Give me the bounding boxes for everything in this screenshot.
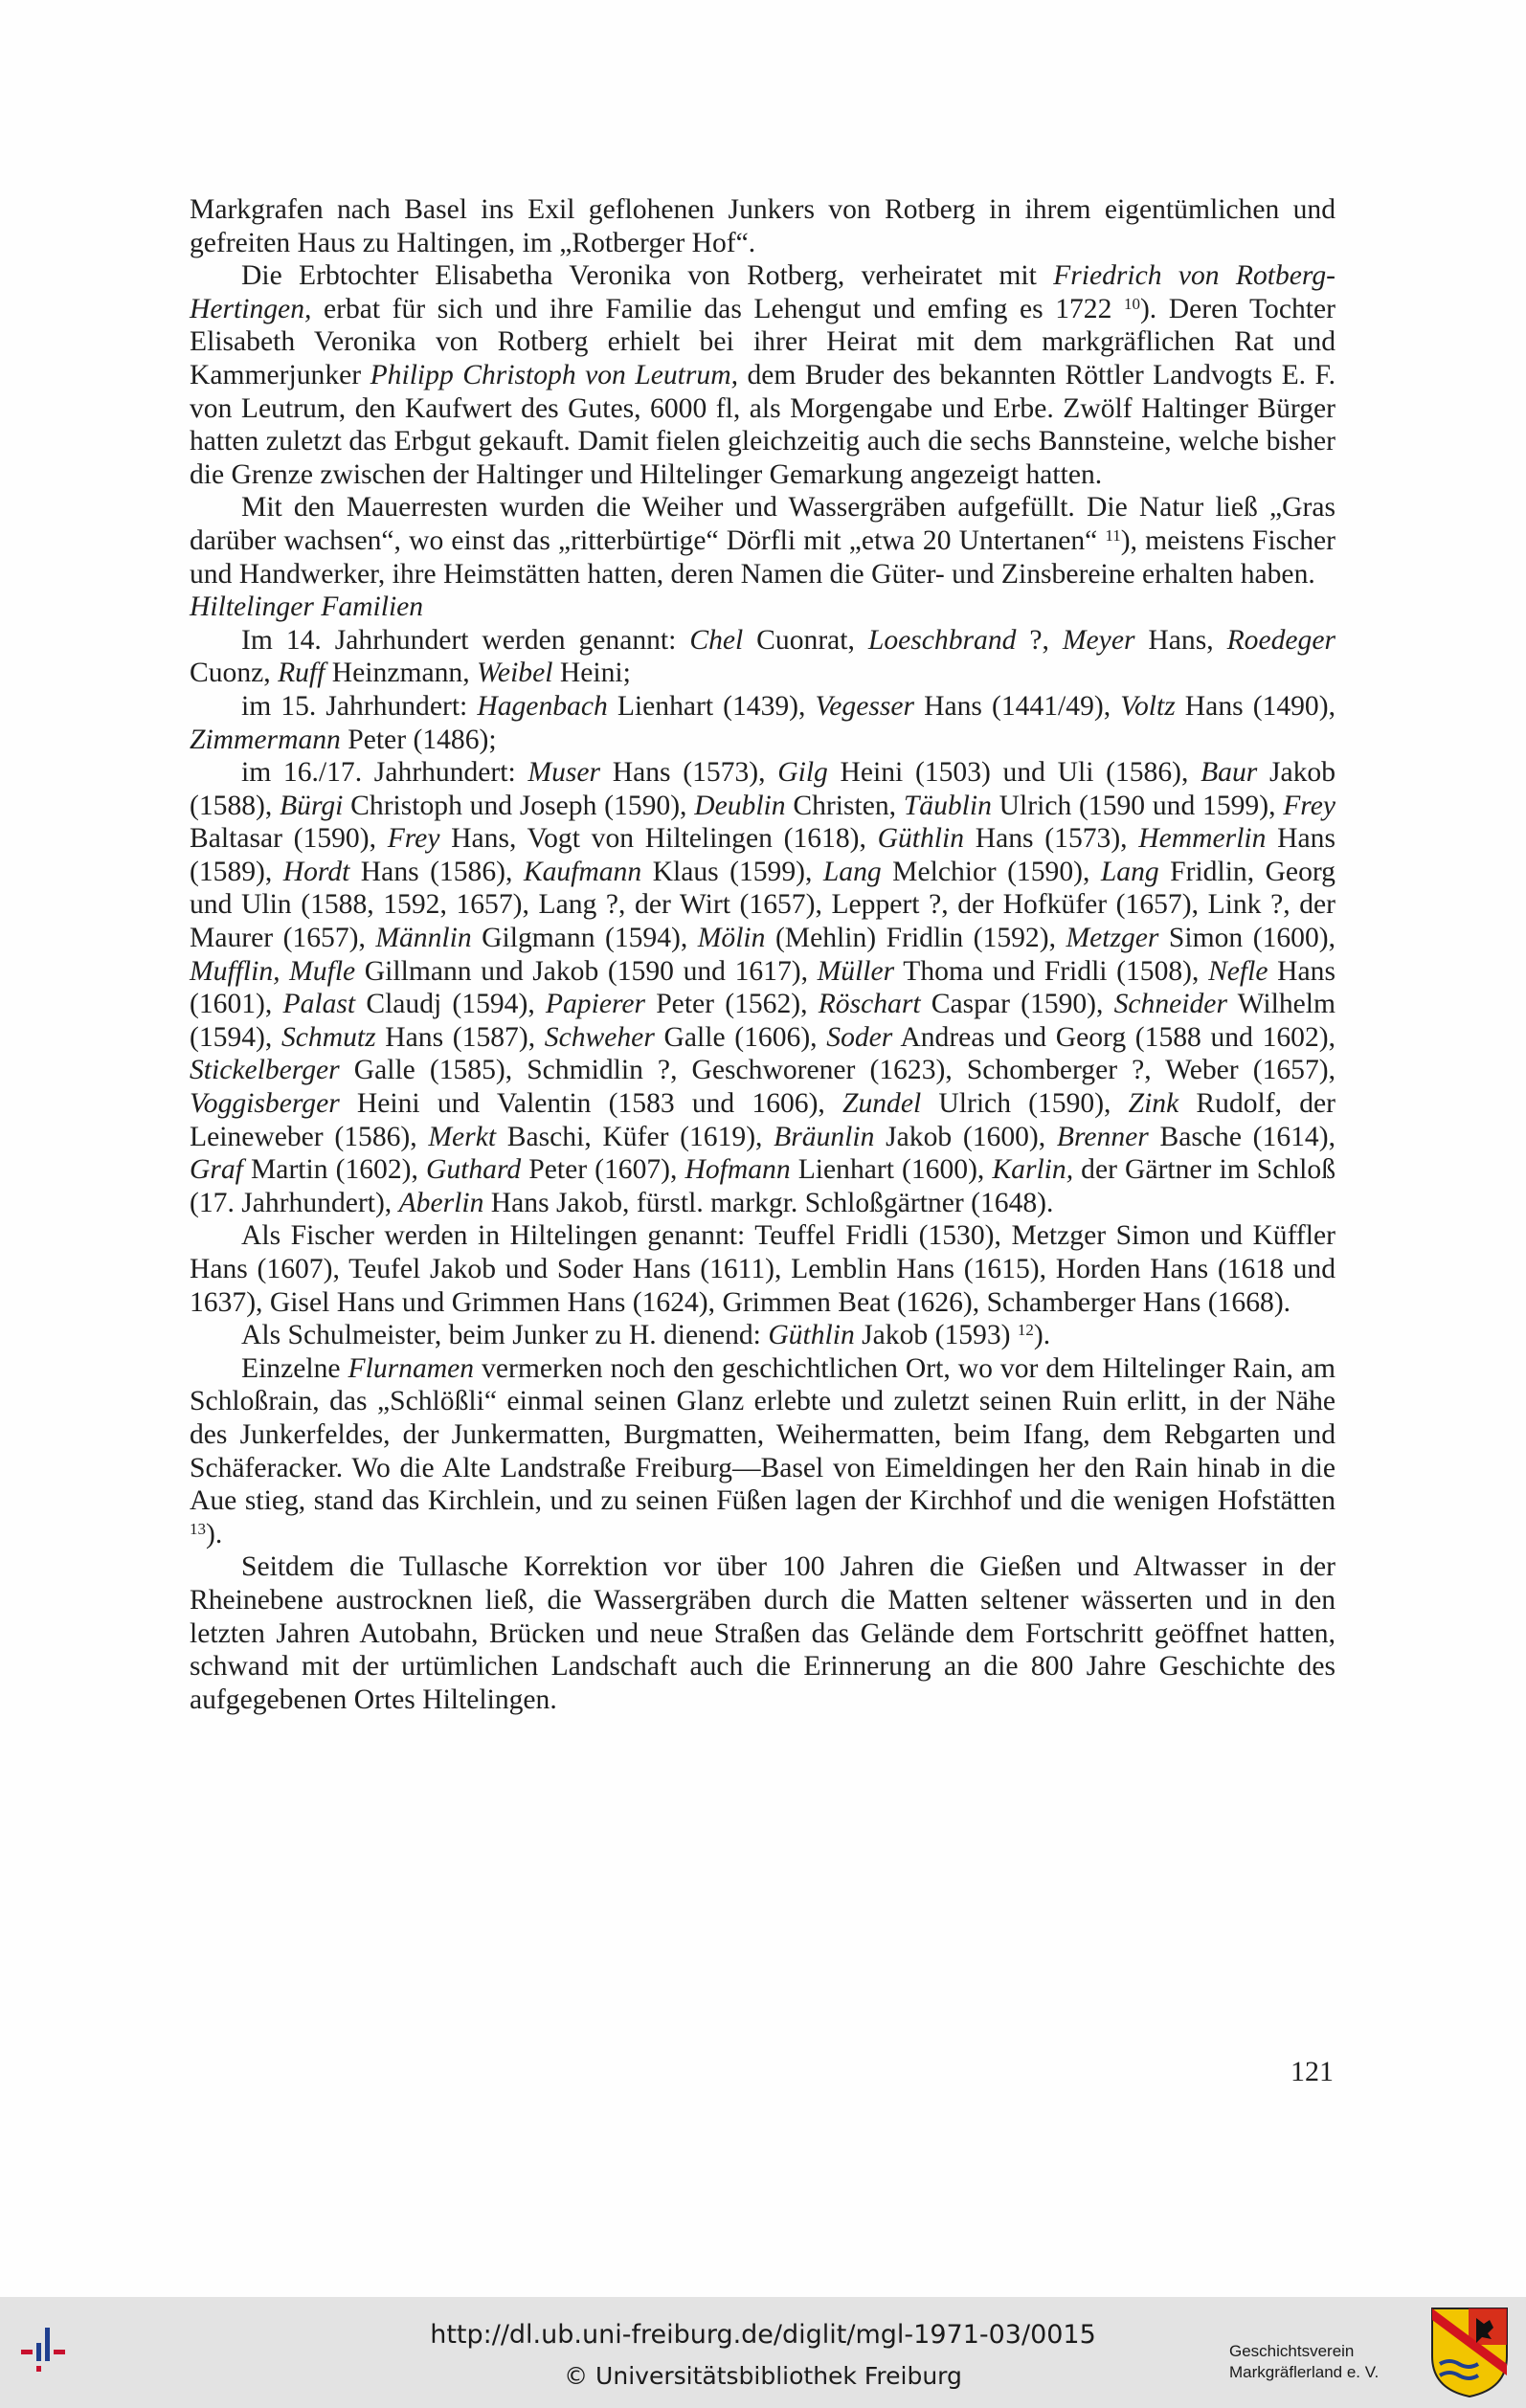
paragraph: Einzelne Flurnamen vermerken noch den geschichtlichen Ort, wo vor dem Hiltelinger Rain, am Schloßrain, das „Schlößli“ einmal seinen Glanz erlebte und zuletzt seinen Ruin erlitt, in der Nähe des Junkerfeldes, der Junkermatten, Burgmatten, Weihermatten, beim Ifang, dem Rebgarten und Schäferacker. Wo die Alte Landstraße Freiburg—Basel von Eimeldingen her den Rain hinab in die Aue stieg, stand das Kirchlein, und zu seinen Füßen lagen der Kirchhof und die wenigen Hofstätten $^{13}$). — [190, 1352, 1335, 1550]
coat-of-arms-icon[interactable] — [1430, 2307, 1509, 2398]
footnote-ref[interactable]: 12 — [1017, 1321, 1034, 1340]
footer-bar — [0, 2297, 1526, 2408]
body-text — [190, 193, 1335, 1716]
paragraph: Markgrafen nach Basel ins Exil geflohenen Junkers von Rotberg in ihrem eigentümlichen und gefreiten Haus zu Haltingen, im „Rotberger Hof“. — [190, 194, 1335, 258]
page-number: 121 — [1290, 2056, 1334, 2087]
section-heading: Hiltelinger Familien — [190, 591, 424, 623]
footnote-ref[interactable]: 10 — [1123, 294, 1140, 313]
copyright-notice: © Universitätsbibliothek Freiburg — [564, 2362, 962, 2390]
paragraph: Als Fischer werden in Hiltelingen genannt: Teuffel Fridli (1530), Metzger Simon und Küffler Hans (1607), Teufel Jakob und Soder Hans (1611), Lemblin Hans (1615), Horden Hans (1618 und 1637), Gisel Hans und Grimmen Hans (1624), Grimmen Beat (1626), Schamberger Hans (1668). — [190, 1220, 1335, 1318]
paragraph: Mit den Mauerresten wurden die Weiher und Wassergräben aufgefüllt. Die Natur ließ „Gras darüber wachsen“, wo einst das „ritterbürtige“ Dörfli mit „etwa 20 Untertanen“ $^{11}$), meistens Fischer und Handwerker, ihre Heimstätten hatten, deren Namen die Güter- und Zinsbereine erhalten haben. — [190, 492, 1335, 590]
society-name: Geschichtsverein Markgräflerland e. V. — [1229, 2342, 1380, 2381]
paragraph: Seitdem die Tullasche Korrektion vor über 100 Jahren die Gießen und Altwasser in der Rheinebene austrocknen ließ, die Wassergräben durch die Matten seltener wässerten und in den letzten Jahren Autobahn, Brücken und neue Straßen das Gelände dem Fortschritt geöffnet hatten, schwand mit der urtümlichen Landschaft auch die Erinnerung an die 800 Jahre Geschichte des aufgegebenen Ortes Hiltelingen. — [190, 1551, 1335, 1715]
paragraph: Im 14. Jahrhundert werden genannt: Chel Cuonrat, Loeschbrand ?, Meyer Hans, Roedeger Cuonz, Ruff Heinzmann, Weibel Heini; — [190, 624, 1335, 689]
paragraph: Die Erbtochter Elisabetha Veronika von Rotberg, verheiratet mit Friedrich von Rotberg-Hertingen, erbat für sich und ihre Familie das Lehengut und emfing es 1722 $^{10}$). Deren Tochter Elisabeth Veronika von Rotberg erhielt bei ihrer Heirat mit dem markgräflichen Rat und Kammerjunker Philipp Christoph von Leutrum, dem Bruder des bekannten Röttler Landvogts E. F. von Leutrum, den Kaufwert des Gutes, 6000 fl, als Morgengabe und Erbe. Zwölf Haltinger Bürger hatten zuletzt das Erbgut gekauft. Damit fielen gleichzeitig auch die sechs Bannsteine, welche bisher die Grenze zwischen der Haltinger und Hiltelinger Gemarkung angezeigt hatten. — [190, 260, 1336, 490]
paragraph: im 16./17. Jahrhundert: Muser Hans (1573), Gilg Heini (1503) und Uli (1586), Baur Jakob (1588), Bürgi Christoph und Joseph (1590), Deublin Christen, Täublin Ulrich (1590 und 1599), Frey Baltasar (1590), Frey Hans, Vogt von Hiltelingen (1618), Güthlin Hans (1573), Hemmerlin Hans (1589), Hordt Hans (1586), Kaufmann Klaus (1599), Lang Melchior (1590), Lang Fridlin, Georg und Ulin (1588, 1592, 1657), Lang ?, der Wirt (1657), Leppert ?, der Hofküfer (1657), Link ?, der Maurer (1657), Männlin Gilgmann (1594), Mölin (Mehlin) Fridlin (1592), Metzger Simon (1600), Mufflin, Mufle Gillmann und Jakob (1590 und 1617), Müller Thoma und Fridli (1508), Nefle Hans (1601), Palast Claudj (1594), Papierer Peter (1562), Röschart Caspar (1590), Schneider Wilhelm (1594), Schmutz Hans (1587), Schweher Galle (1606), Soder Andreas und Georg (1588 und 1602), Stickelberger Galle (1585), Schmidlin ?, Geschworener (1623), Schomberger ?, Weber (1657), Voggisberger Heini und Valentin (1583 und 1606), Zundel Ulrich (1590), Zink Rudolf, der Leineweber (1586), Merkt Baschi, Küfer (1619), Bräunlin Jakob (1600), Brenner Basche (1614), Graf Martin (1602), Guthard Peter (1607), Hofmann Lienhart (1600), Karlin, der Gärtner im Schloß (17. Jahrhundert), Aberlin Hans Jakob, fürstl. markgr. Schloßgärtner (1648). — [190, 757, 1336, 1218]
permalink-url[interactable]: http://dl.ub.uni-freiburg.de/diglit/mgl-1971-03/0015 — [430, 2320, 1096, 2350]
footnote-ref[interactable]: 11 — [1105, 525, 1121, 545]
paragraph: im 15. Jahrhundert: Hagenbach Lienhart (1439), Vegesser Hans (1441/49), Voltz Hans (1490), Zimmermann Peter (1486); — [190, 690, 1335, 755]
paragraph: Als Schulmeister, beim Junker zu H. dienend: Güthlin Jakob (1593) $^{12}$). — [241, 1320, 1051, 1351]
footnote-ref[interactable]: 13 — [190, 1519, 206, 1538]
